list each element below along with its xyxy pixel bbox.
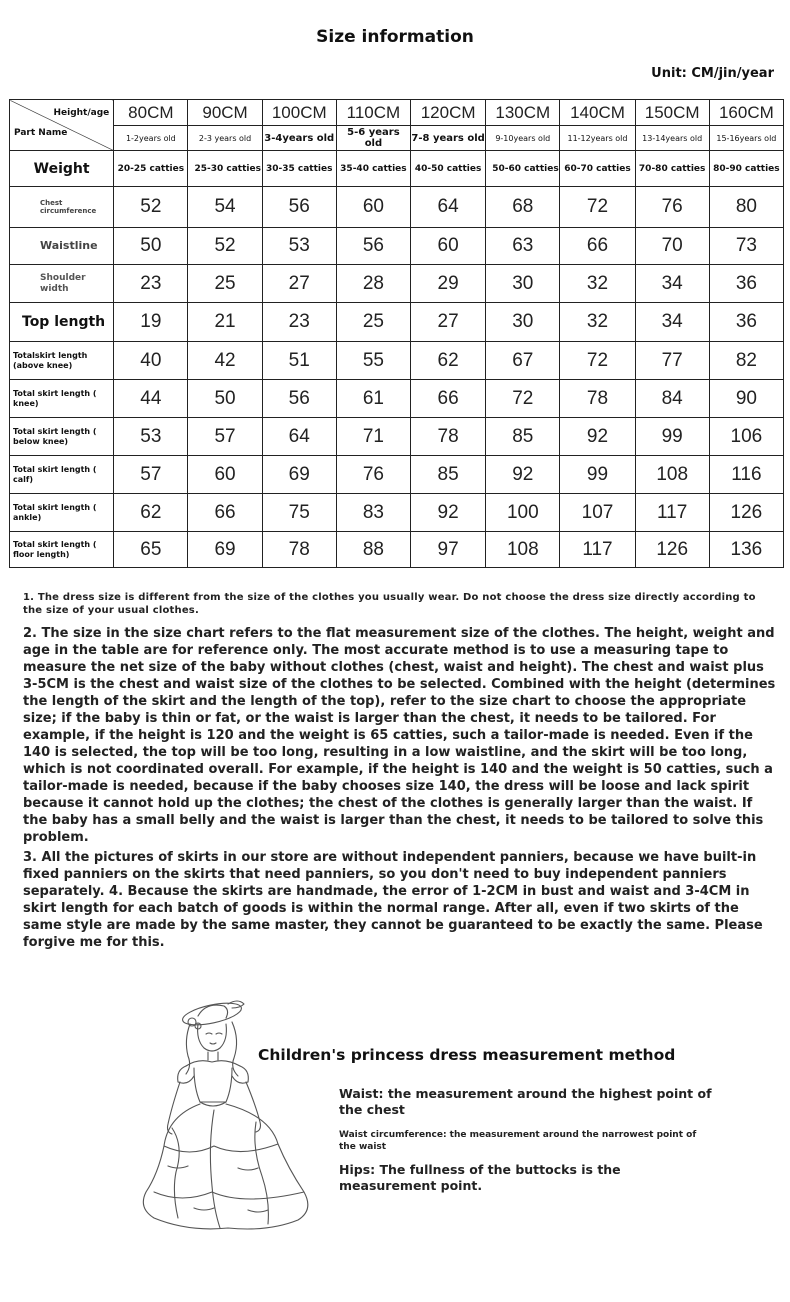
weight-cell: 70-80 catties [635,151,709,187]
age-cell: 7-8 years old [411,126,486,151]
value-cell: 69 [262,456,336,494]
table-row [10,380,784,418]
value-cell: 62 [411,342,486,380]
value-cell: 36 [709,265,783,303]
value-cell: 90 [709,380,783,418]
value-cell: 117 [560,532,635,568]
value-cell: 92 [486,456,560,494]
value-cell: 80 [709,187,783,228]
value-cell: 117 [635,494,709,532]
value-cell: 23 [114,265,188,303]
row-label-chest: Chest circumference [10,187,114,228]
value-cell: 60 [411,228,486,265]
row-label-top-length: Top length [10,303,114,342]
value-cell: 97 [411,532,486,568]
age-cell: 15-16years old [709,126,783,151]
value-cell: 72 [560,342,635,380]
value-cell: 85 [486,418,560,456]
note-2: 2. The size in the size chart refers to the flat measurement size of the clothes. The height, weight and age in the table are for reference only. The most accurate method is to use a measuring tape to measure the net size of the baby without clothes (chest, waist and height). The chest and waist plus 3-5CM is the chest and waist size of the clothes to be selected. Combined with the height (determines the length of the skirt and the length of the top), refer to the size chart to choose the appropriate size; if the baby is thin or fat, or the waist is larger than the chest, it needs to be tailored. For example, if the height is 120 and the weight is 65 catties, such a tailor-made is needed. Even if the 140 is selected, the top will be too long, resulting in a low waistline, and the skirt will be too long, which is not coordinated overall. For example, if the height is 140 and the weight is 50 catties, such a tailor-made is needed, because if the baby chooses size 140, the dress will be loose and lack spirit because it cannot hold up the clothes; the chest of the clothes is generally larger than the waist. If the baby has a small belly and the waist is larger than the chest, it needs to be tailored to solve this problem. [23,626,776,845]
value-cell: 30 [486,265,560,303]
value-cell: 34 [635,303,709,342]
value-cell: 28 [336,265,410,303]
row-label-shoulder: Shoulder width [10,265,114,303]
value-cell: 73 [709,228,783,265]
value-cell: 106 [709,418,783,456]
table-row [10,418,784,456]
value-cell: 50 [188,380,262,418]
value-cell: 36 [709,303,783,342]
value-cell: 42 [188,342,262,380]
value-cell: 76 [336,456,410,494]
value-cell: 78 [411,418,486,456]
value-cell: 57 [114,456,188,494]
weight-cell: 80-90 catties [709,151,783,187]
value-cell: 56 [262,380,336,418]
page-title: Size information [316,27,474,47]
value-cell: 66 [188,494,262,532]
value-cell: 64 [411,187,486,228]
weight-cell: 30-35 catties [262,151,336,187]
age-cell: 1-2years old [114,126,188,151]
header-corner-cell [10,100,114,151]
princess-dress-illustration [128,996,318,1238]
table-row [10,342,784,380]
value-cell: 66 [411,380,486,418]
value-cell: 77 [635,342,709,380]
value-cell: 99 [635,418,709,456]
value-cell: 50 [114,228,188,265]
value-cell: 68 [486,187,560,228]
value-cell: 65 [114,532,188,568]
value-cell: 19 [114,303,188,342]
age-cell: 9-10years old [486,126,560,151]
value-cell: 27 [262,265,336,303]
size-cell: 130CM [486,100,560,126]
value-cell: 85 [411,456,486,494]
age-cell: 13-14years old [635,126,709,151]
weight-cell: 40-50 catties [411,151,486,187]
value-cell: 27 [411,303,486,342]
size-cell: 90CM [188,100,262,126]
value-cell: 25 [336,303,410,342]
value-cell: 56 [262,187,336,228]
value-cell: 51 [262,342,336,380]
value-cell: 92 [411,494,486,532]
table-row [10,187,784,228]
value-cell: 78 [560,380,635,418]
value-cell: 100 [486,494,560,532]
value-cell: 54 [188,187,262,228]
row-label-skirt-below-knee: Total skirt length ( below knee) [10,418,114,456]
value-cell: 44 [114,380,188,418]
row-label-skirt-knee: Total skirt length ( knee) [10,380,114,418]
age-row [10,126,784,151]
value-cell: 116 [709,456,783,494]
row-label-waistline: Waistline [10,228,114,265]
size-cell: 120CM [411,100,486,126]
value-cell: 29 [411,265,486,303]
value-cell: 99 [560,456,635,494]
value-cell: 108 [635,456,709,494]
unit-label: Unit: CM/jin/year [651,66,774,81]
age-cell: 5-6 years old [336,126,410,151]
age-cell: 2-3 years old [188,126,262,151]
table-row [10,532,784,568]
note-3: 3. All the pictures of skirts in our store are without independent panniers, because we have built-in fixed panniers on the skirts that need panniers, so you don't need to buy independent panniers separately. 4. Because the skirts are handmade, the error of 1-2CM in bust and waist and 3-4CM in skirt length for each batch of goods is within the normal range. After all, even if two skirts of the same style are made by the same master, they cannot be guaranteed to be exactly the same. Please forgive me for this. [23,850,763,950]
weight-label: Weight [10,151,114,187]
value-cell: 32 [560,265,635,303]
row-label-skirt-above-knee: Totalskirt length (above knee) [10,342,114,380]
value-cell: 57 [188,418,262,456]
value-cell: 63 [486,228,560,265]
corner-bottom-label: Part Name [14,128,68,138]
value-cell: 62 [114,494,188,532]
value-cell: 60 [336,187,410,228]
note-1: 1. The dress size is different from the size of the clothes you usually wear. Do not choose the dress size directly according to the size of your usual clothes. [23,592,756,616]
row-label-skirt-calf: Total skirt length ( calf) [10,456,114,494]
value-cell: 40 [114,342,188,380]
value-cell: 107 [560,494,635,532]
age-cell: 3-4years old [262,126,336,151]
value-cell: 84 [635,380,709,418]
method-waist: Waist: the measurement around the highest point of the chest [339,1086,712,1117]
value-cell: 30 [486,303,560,342]
value-cell: 108 [486,532,560,568]
size-cell: 80CM [114,100,188,126]
value-cell: 21 [188,303,262,342]
value-cell: 52 [188,228,262,265]
value-cell: 92 [560,418,635,456]
corner-top-label: Height/age [53,108,110,118]
weight-cell: 25-30 catties [188,151,262,187]
weight-cell: 50-60 catties [486,151,560,187]
value-cell: 32 [560,303,635,342]
value-cell: 75 [262,494,336,532]
value-cell: 82 [709,342,783,380]
value-cell: 67 [486,342,560,380]
method-waist-circumference: Waist circumference: the measurement around the narrowest point of the waist [339,1130,697,1152]
value-cell: 126 [709,494,783,532]
value-cell: 53 [114,418,188,456]
value-cell: 25 [188,265,262,303]
value-cell: 55 [336,342,410,380]
value-cell: 52 [114,187,188,228]
value-cell: 66 [560,228,635,265]
table-row [10,494,784,532]
age-cell: 11-12years old [560,126,635,151]
value-cell: 78 [262,532,336,568]
value-cell: 69 [188,532,262,568]
table-row [10,456,784,494]
size-table [9,99,784,568]
value-cell: 71 [336,418,410,456]
size-cell: 160CM [709,100,783,126]
weight-cell: 35-40 catties [336,151,410,187]
value-cell: 72 [486,380,560,418]
row-label-skirt-floor: Total skirt length ( floor length) [10,532,114,568]
value-cell: 23 [262,303,336,342]
weight-row [10,151,784,187]
method-hips: Hips: The fullness of the buttocks is the measurement point. [339,1162,621,1193]
value-cell: 56 [336,228,410,265]
size-cell: 100CM [262,100,336,126]
value-cell: 72 [560,187,635,228]
row-label-skirt-ankle: Total skirt length ( ankle) [10,494,114,532]
value-cell: 88 [336,532,410,568]
value-cell: 76 [635,187,709,228]
value-cell: 136 [709,532,783,568]
size-row [10,100,784,126]
table-row [10,303,784,342]
table-row [10,228,784,265]
value-cell: 61 [336,380,410,418]
method-title: Children's princess dress measurement method [258,1046,676,1064]
value-cell: 70 [635,228,709,265]
value-cell: 64 [262,418,336,456]
weight-cell: 20-25 catties [114,151,188,187]
value-cell: 83 [336,494,410,532]
table-row [10,265,784,303]
weight-cell: 60-70 catties [560,151,635,187]
value-cell: 60 [188,456,262,494]
size-cell: 150CM [635,100,709,126]
size-cell: 140CM [560,100,635,126]
value-cell: 53 [262,228,336,265]
value-cell: 34 [635,265,709,303]
value-cell: 126 [635,532,709,568]
size-cell: 110CM [336,100,410,126]
